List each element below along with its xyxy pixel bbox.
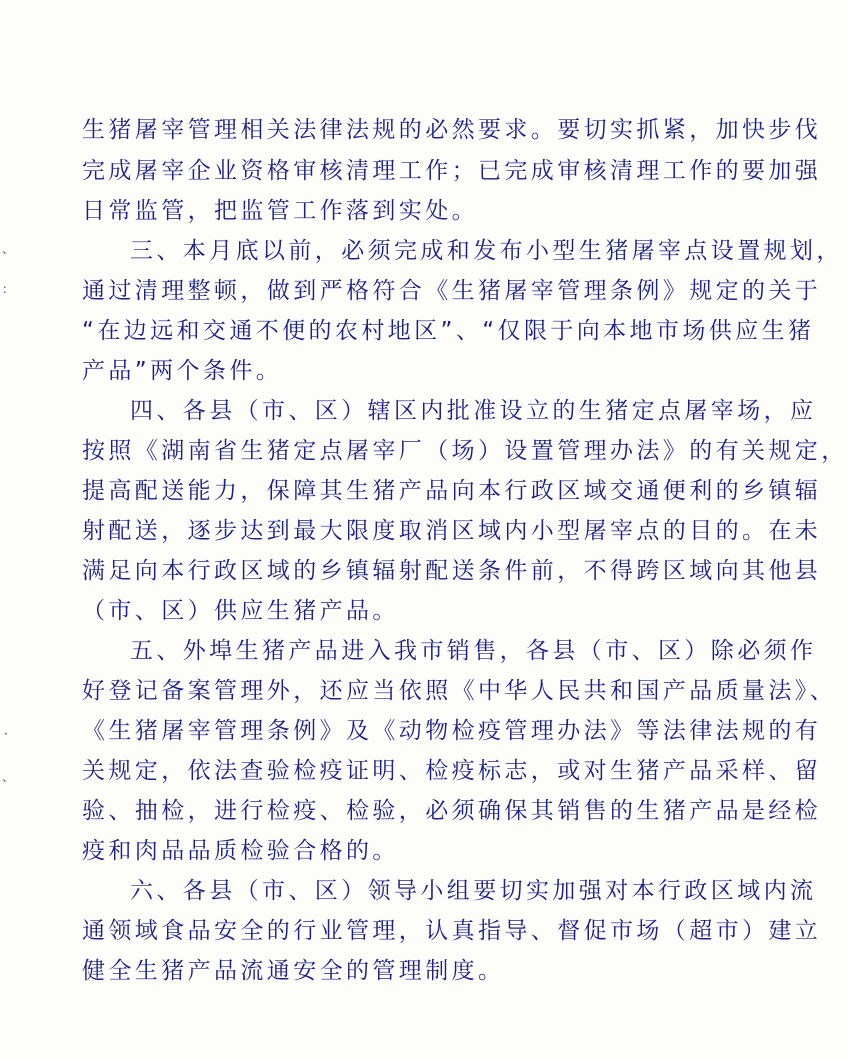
- margin-mark: ·: [4, 727, 8, 741]
- paragraph-line: 关规定，依法查验检疫证明、检疫标志，或对生猪产品采样、留: [82, 758, 822, 784]
- paragraph-line: 射配送，逐步达到最大限度取消区域内小型屠宰点的目的。在未: [82, 518, 822, 544]
- paragraph-line: 满足向本行政区域的乡镇辐射配送条件前，不得跨区域向其他县: [82, 558, 822, 584]
- margin-mark: 、: [2, 770, 15, 784]
- paragraph-line: 日常监管，把监管工作落到实处。: [82, 198, 478, 224]
- paragraph-line: 《生猪屠宰管理条例》及《动物检疫管理办法》等法律法规的有: [82, 718, 822, 744]
- margin-mark: ：: [2, 282, 15, 296]
- paragraph-line: 提高配送能力，保障其生猪产品向本行政区域交通便利的乡镇辐: [82, 478, 822, 504]
- paragraph-line: 五、外埠生猪产品进入我市销售，各县（市、区）除必须作: [130, 638, 817, 664]
- paragraph-line: 通领域食品安全的行业管理，认真指导、督促市场（超市）建立: [82, 918, 822, 944]
- paragraph-line: 产品”两个条件。: [82, 358, 283, 384]
- paragraph-line: 验、抽检，进行检疫、检验，必须确保其销售的生猪产品是经检: [82, 798, 822, 824]
- paragraph-line: 好登记备案管理外，还应当依照《中华人民共和国产品质量法》、: [82, 678, 837, 704]
- paragraph-line: 六、各县（市、区）领导小组要切实加强对本行政区域内流: [130, 878, 817, 904]
- paragraph-line: 疫和肉品品质检验合格的。: [82, 838, 399, 864]
- margin-mark: 、: [2, 242, 15, 256]
- paragraph-line: 三、本月底以前，必须完成和发布小型生猪屠宰点设置规划，: [130, 238, 843, 264]
- paragraph-line: （市、区）供应生猪产品。: [82, 598, 399, 624]
- paragraph-line: 完成屠宰企业资格审核清理工作；已完成审核清理工作的要加强: [82, 158, 822, 184]
- paragraph-line: 四、各县（市、区）辖区内批准设立的生猪定点屠宰场，应: [130, 398, 817, 424]
- paragraph-line: “在边远和交通不便的农村地区”、“仅限于向本地市场供应生猪: [82, 318, 815, 344]
- paragraph-line: 生猪屠宰管理相关法律法规的必然要求。要切实抓紧，加快步伐: [82, 117, 822, 143]
- paragraph-line: 按照《湖南省生猪定点屠宰厂（场）设置管理办法》的有关规定，: [82, 438, 848, 464]
- paragraph-line: 健全生猪产品流通安全的管理制度。: [82, 958, 505, 984]
- paragraph-line: 通过清理整顿，做到严格符合《生猪屠宰管理条例》规定的关于: [82, 278, 822, 304]
